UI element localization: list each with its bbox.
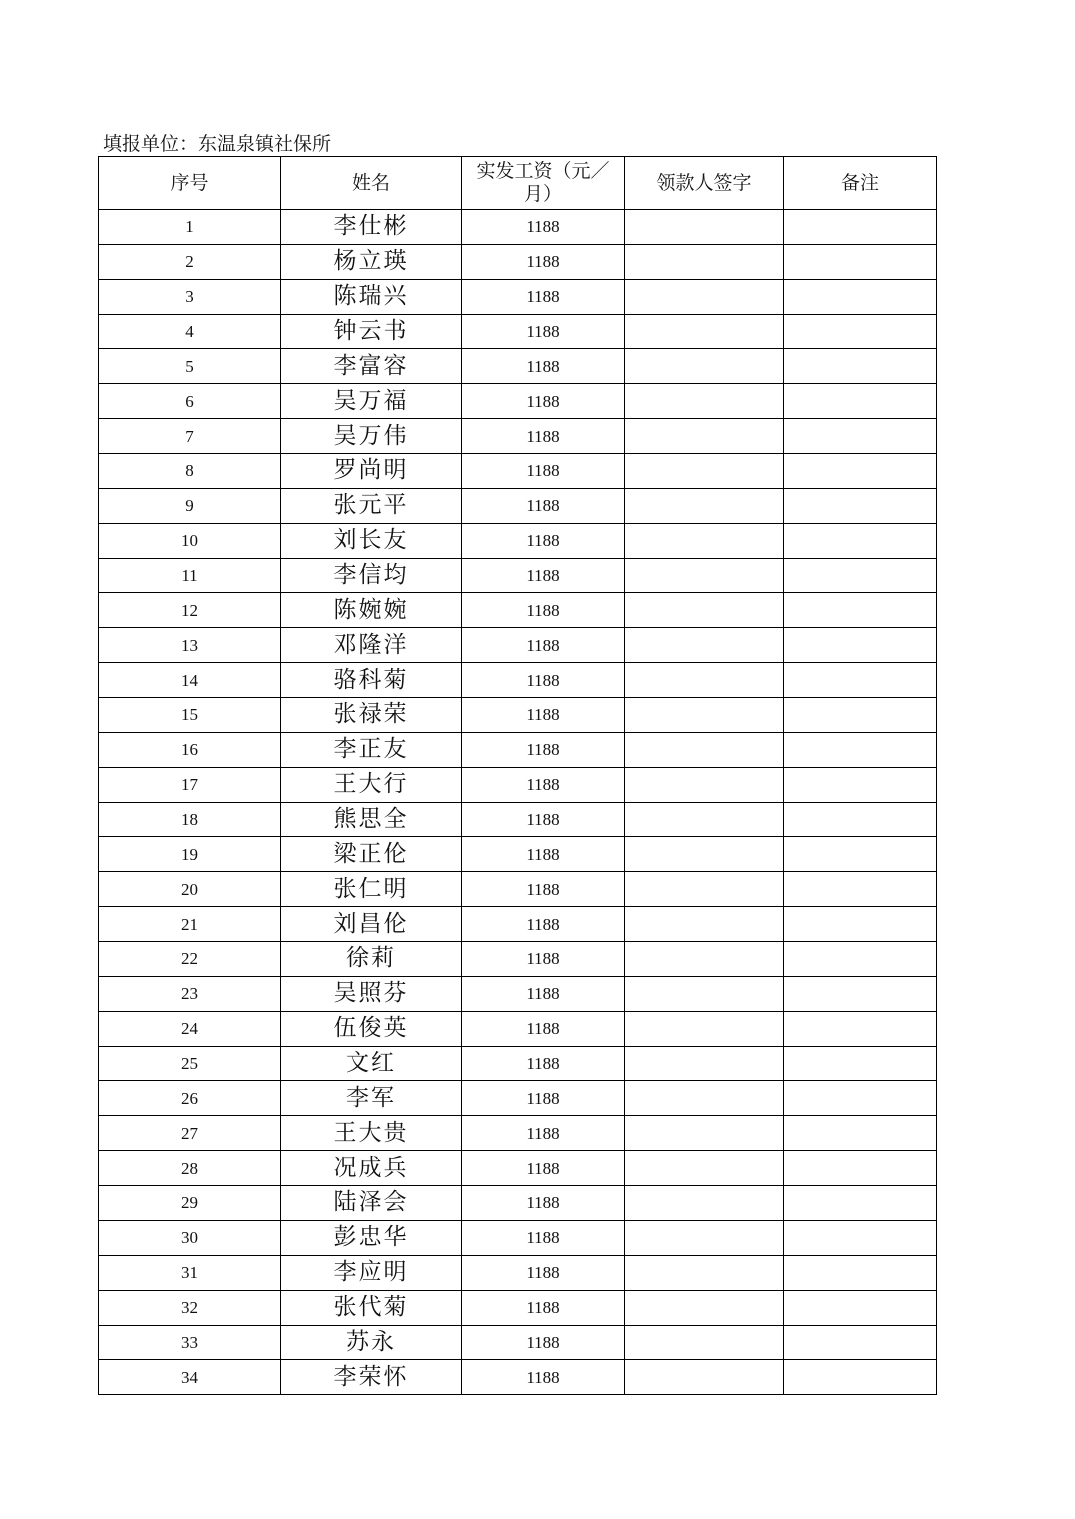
table-header (99, 157, 937, 210)
table-row (99, 454, 937, 489)
pay-cell: 1188 (462, 1360, 625, 1395)
name-cell: 徐莉 (281, 942, 462, 977)
signature-cell[interactable] (625, 872, 784, 907)
name-cell: 罗尚明 (281, 454, 462, 489)
seq-cell: 26 (99, 1081, 281, 1116)
note-cell (784, 837, 937, 872)
pay-cell: 1188 (462, 488, 625, 523)
table-row (99, 767, 937, 802)
name-cell: 刘昌伦 (281, 907, 462, 942)
signature-cell[interactable] (625, 976, 784, 1011)
note-cell (784, 558, 937, 593)
signature-cell[interactable] (625, 1081, 784, 1116)
note-cell (784, 767, 937, 802)
name-cell: 陈婉婉 (281, 593, 462, 628)
signature-cell[interactable] (625, 488, 784, 523)
signature-cell[interactable] (625, 628, 784, 663)
pay-cell: 1188 (462, 976, 625, 1011)
name-cell: 张代菊 (281, 1290, 462, 1325)
seq-cell: 27 (99, 1116, 281, 1151)
note-cell (784, 314, 937, 349)
header-note: 备注 (784, 157, 937, 210)
signature-cell[interactable] (625, 593, 784, 628)
header-pay: 实发工资（元／月） (462, 157, 625, 210)
pay-cell: 1188 (462, 663, 625, 698)
table-row (99, 1290, 937, 1325)
note-cell (784, 1011, 937, 1046)
name-cell: 李信均 (281, 558, 462, 593)
table-row (99, 1116, 937, 1151)
name-cell: 李富容 (281, 349, 462, 384)
signature-cell[interactable] (625, 454, 784, 489)
note-cell (784, 663, 937, 698)
pay-cell: 1188 (462, 907, 625, 942)
note-cell (784, 1151, 937, 1186)
pay-cell: 1188 (462, 1011, 625, 1046)
table-row (99, 1046, 937, 1081)
seq-cell: 32 (99, 1290, 281, 1325)
note-cell (784, 488, 937, 523)
note-cell (784, 1081, 937, 1116)
table-row (99, 244, 937, 279)
signature-cell[interactable] (625, 1011, 784, 1046)
table-row (99, 628, 937, 663)
signature-cell[interactable] (625, 767, 784, 802)
signature-cell[interactable] (625, 698, 784, 733)
signature-cell[interactable] (625, 907, 784, 942)
pay-cell: 1188 (462, 942, 625, 977)
seq-cell: 4 (99, 314, 281, 349)
note-cell (784, 1220, 937, 1255)
signature-cell[interactable] (625, 1290, 784, 1325)
name-cell: 张元平 (281, 488, 462, 523)
signature-cell[interactable] (625, 732, 784, 767)
name-cell: 邓隆洋 (281, 628, 462, 663)
pay-cell: 1188 (462, 244, 625, 279)
table-row (99, 1081, 937, 1116)
seq-cell: 15 (99, 698, 281, 733)
note-cell (784, 419, 937, 454)
note-cell (784, 593, 937, 628)
signature-cell[interactable] (625, 1116, 784, 1151)
seq-cell: 31 (99, 1255, 281, 1290)
name-cell: 文红 (281, 1046, 462, 1081)
seq-cell: 7 (99, 419, 281, 454)
name-cell: 刘长友 (281, 523, 462, 558)
seq-cell: 22 (99, 942, 281, 977)
pay-cell: 1188 (462, 628, 625, 663)
signature-cell[interactable] (625, 1186, 784, 1221)
table-row (99, 210, 937, 245)
table-row (99, 698, 937, 733)
note-cell (784, 1186, 937, 1221)
signature-cell[interactable] (625, 419, 784, 454)
seq-cell: 24 (99, 1011, 281, 1046)
pay-cell: 1188 (462, 872, 625, 907)
table-row (99, 837, 937, 872)
table-row (99, 314, 937, 349)
seq-cell: 34 (99, 1360, 281, 1395)
name-cell: 熊思全 (281, 802, 462, 837)
name-cell: 王大贵 (281, 1116, 462, 1151)
signature-cell[interactable] (625, 1220, 784, 1255)
name-cell: 钟云书 (281, 314, 462, 349)
note-cell (784, 698, 937, 733)
name-cell: 况成兵 (281, 1151, 462, 1186)
seq-cell: 1 (99, 210, 281, 245)
note-cell (784, 1360, 937, 1395)
seq-cell: 12 (99, 593, 281, 628)
pay-cell: 1188 (462, 523, 625, 558)
table-row (99, 384, 937, 419)
pay-cell: 1188 (462, 384, 625, 419)
table-row (99, 1151, 937, 1186)
signature-cell[interactable] (625, 314, 784, 349)
pay-cell: 1188 (462, 1220, 625, 1255)
seq-cell: 20 (99, 872, 281, 907)
note-cell (784, 976, 937, 1011)
name-cell: 杨立瑛 (281, 244, 462, 279)
seq-cell: 25 (99, 1046, 281, 1081)
note-cell (784, 1290, 937, 1325)
pay-cell: 1188 (462, 314, 625, 349)
seq-cell: 13 (99, 628, 281, 663)
seq-cell: 28 (99, 1151, 281, 1186)
table-row (99, 1011, 937, 1046)
seq-cell: 29 (99, 1186, 281, 1221)
name-cell: 张仁明 (281, 872, 462, 907)
name-cell: 骆科菊 (281, 663, 462, 698)
table-row (99, 593, 937, 628)
table-row (99, 1325, 937, 1360)
seq-cell: 19 (99, 837, 281, 872)
note-cell (784, 907, 937, 942)
pay-cell: 1188 (462, 1255, 625, 1290)
table-row (99, 942, 937, 977)
seq-cell: 5 (99, 349, 281, 384)
table-row (99, 1360, 937, 1395)
note-cell (784, 523, 937, 558)
seq-cell: 8 (99, 454, 281, 489)
table-row (99, 907, 937, 942)
note-cell (784, 279, 937, 314)
pay-cell: 1188 (462, 210, 625, 245)
name-cell: 李仕彬 (281, 210, 462, 245)
signature-cell[interactable] (625, 1255, 784, 1290)
header-row (99, 157, 937, 210)
name-cell: 张禄荣 (281, 698, 462, 733)
seq-cell: 9 (99, 488, 281, 523)
name-cell: 苏永 (281, 1325, 462, 1360)
table-row (99, 419, 937, 454)
table-row (99, 663, 937, 698)
name-cell: 伍俊英 (281, 1011, 462, 1046)
note-cell (784, 349, 937, 384)
pay-cell: 1188 (462, 454, 625, 489)
seq-cell: 30 (99, 1220, 281, 1255)
signature-cell[interactable] (625, 1325, 784, 1360)
name-cell: 陆泽会 (281, 1186, 462, 1221)
pay-cell: 1188 (462, 1151, 625, 1186)
seq-cell: 2 (99, 244, 281, 279)
table-row (99, 558, 937, 593)
pay-cell: 1188 (462, 1046, 625, 1081)
seq-cell: 14 (99, 663, 281, 698)
signature-cell[interactable] (625, 942, 784, 977)
signature-cell[interactable] (625, 279, 784, 314)
note-cell (784, 244, 937, 279)
note-cell (784, 628, 937, 663)
name-cell: 彭忠华 (281, 1220, 462, 1255)
header-signature: 领款人签字 (625, 157, 784, 210)
pay-cell: 1188 (462, 419, 625, 454)
table-row (99, 1220, 937, 1255)
pay-cell: 1188 (462, 279, 625, 314)
note-cell (784, 454, 937, 489)
table-row (99, 1186, 937, 1221)
seq-cell: 21 (99, 907, 281, 942)
pay-cell: 1188 (462, 732, 625, 767)
seq-cell: 10 (99, 523, 281, 558)
note-cell (784, 802, 937, 837)
pay-cell: 1188 (462, 558, 625, 593)
signature-cell[interactable] (625, 1360, 784, 1395)
header-name: 姓名 (281, 157, 462, 210)
signature-cell[interactable] (625, 349, 784, 384)
name-cell: 陈瑞兴 (281, 279, 462, 314)
pay-cell: 1188 (462, 802, 625, 837)
pay-cell: 1188 (462, 767, 625, 802)
note-cell (784, 942, 937, 977)
pay-cell: 1188 (462, 1186, 625, 1221)
signature-cell[interactable] (625, 837, 784, 872)
table-row (99, 1255, 937, 1290)
name-cell: 梁正伦 (281, 837, 462, 872)
name-cell: 吴照芬 (281, 976, 462, 1011)
name-cell: 李正友 (281, 732, 462, 767)
note-cell (784, 872, 937, 907)
signature-cell[interactable] (625, 244, 784, 279)
signature-cell[interactable] (625, 384, 784, 419)
table-row (99, 802, 937, 837)
pay-cell: 1188 (462, 593, 625, 628)
signature-cell[interactable] (625, 1046, 784, 1081)
table-row (99, 976, 937, 1011)
note-cell (784, 384, 937, 419)
seq-cell: 23 (99, 976, 281, 1011)
pay-cell: 1188 (462, 1081, 625, 1116)
pay-cell: 1188 (462, 837, 625, 872)
table-row (99, 732, 937, 767)
seq-cell: 33 (99, 1325, 281, 1360)
pay-cell: 1188 (462, 349, 625, 384)
note-cell (784, 1116, 937, 1151)
note-cell (784, 210, 937, 245)
seq-cell: 11 (99, 558, 281, 593)
reporting-unit-line: 填报单位：东温泉镇社保所 (103, 133, 332, 155)
seq-cell: 16 (99, 732, 281, 767)
note-cell (784, 1046, 937, 1081)
table-row (99, 872, 937, 907)
pay-cell: 1188 (462, 1290, 625, 1325)
name-cell: 吴万福 (281, 384, 462, 419)
name-cell: 李荣怀 (281, 1360, 462, 1395)
table-row (99, 279, 937, 314)
signature-cell[interactable] (625, 802, 784, 837)
header-seq: 序号 (99, 157, 281, 210)
signature-cell[interactable] (625, 663, 784, 698)
note-cell (784, 732, 937, 767)
note-cell (784, 1255, 937, 1290)
seq-cell: 18 (99, 802, 281, 837)
name-cell: 王大行 (281, 767, 462, 802)
signature-cell[interactable] (625, 210, 784, 245)
table-row (99, 488, 937, 523)
name-cell: 吴万伟 (281, 419, 462, 454)
signature-cell[interactable] (625, 1151, 784, 1186)
seq-cell: 17 (99, 767, 281, 802)
pay-cell: 1188 (462, 1325, 625, 1360)
table-row (99, 523, 937, 558)
name-cell: 李军 (281, 1081, 462, 1116)
seq-cell: 3 (99, 279, 281, 314)
name-cell: 李应明 (281, 1255, 462, 1290)
salary-table (98, 156, 937, 1395)
table-body (99, 210, 937, 1395)
note-cell (784, 1325, 937, 1360)
pay-cell: 1188 (462, 698, 625, 733)
pay-cell: 1188 (462, 1116, 625, 1151)
signature-cell[interactable] (625, 558, 784, 593)
table-row (99, 349, 937, 384)
signature-cell[interactable] (625, 523, 784, 558)
seq-cell: 6 (99, 384, 281, 419)
